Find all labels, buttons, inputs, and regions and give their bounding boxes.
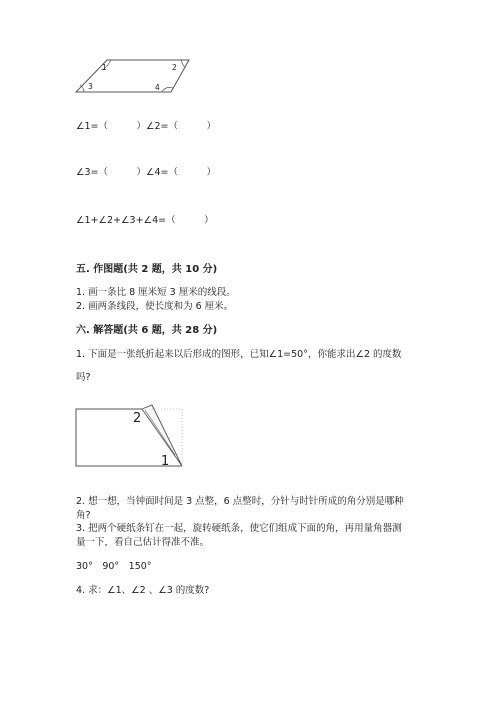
question-angle4: ∠4=（ ） (146, 167, 217, 178)
angle-label-1: 1 (102, 63, 107, 72)
section6-q1-line1: 1. 下面是一张纸折起来以后形成的图形，已知∠1=50°，你能求出∠2 的度数 (76, 349, 402, 360)
section6-q2-line1: 2. 想一想，当钟面时间是 3 点整，6 点整时，分针与时针所成的角分别是哪种 (76, 496, 404, 507)
fold-line-inner (145, 410, 175, 455)
angle-label-3: 3 (88, 82, 93, 91)
section5-title: 五. 作图题(共 2 题，共 10 分) (76, 264, 218, 275)
section6-angles: 30° 90° 150° (76, 561, 152, 572)
fold-angle-label-1: 1 (161, 454, 170, 469)
angle-label-2: 2 (172, 63, 177, 72)
question-angle2: ∠2=（ ） (146, 121, 217, 132)
question-angle-sum: ∠1+∠2+∠3+∠4=（ ） (76, 215, 214, 226)
section6-q3-line1: 3. 把两个硬纸条钉在一起，旋转硬纸条，使它们组成下面的角，再用量角器测 (76, 523, 402, 534)
question-angle1: ∠1=（ ） (76, 121, 147, 132)
section6-q3-line2: 量一下，看自己估计得准不准。 (76, 537, 210, 548)
section6-q1-line2: 吗? (76, 372, 91, 383)
section6-title: 六. 解答题(共 6 题，共 28 分) (76, 325, 218, 336)
angle-label-4: 4 (155, 83, 160, 92)
section5-item-1: 1. 画一条比 8 厘米短 3 厘米的线段。 (76, 287, 236, 298)
section5-item-2: 2. 画两条线段，使长度和为 6 厘米。 (76, 301, 234, 312)
fold-angle-label-2: 2 (133, 411, 142, 426)
section6-q2-line2: 角? (76, 510, 91, 521)
question-angle3: ∠3=（ ） (76, 167, 147, 178)
section6-q4: 4. 求：∠1、∠2 、∠3 的度数? (76, 585, 210, 596)
